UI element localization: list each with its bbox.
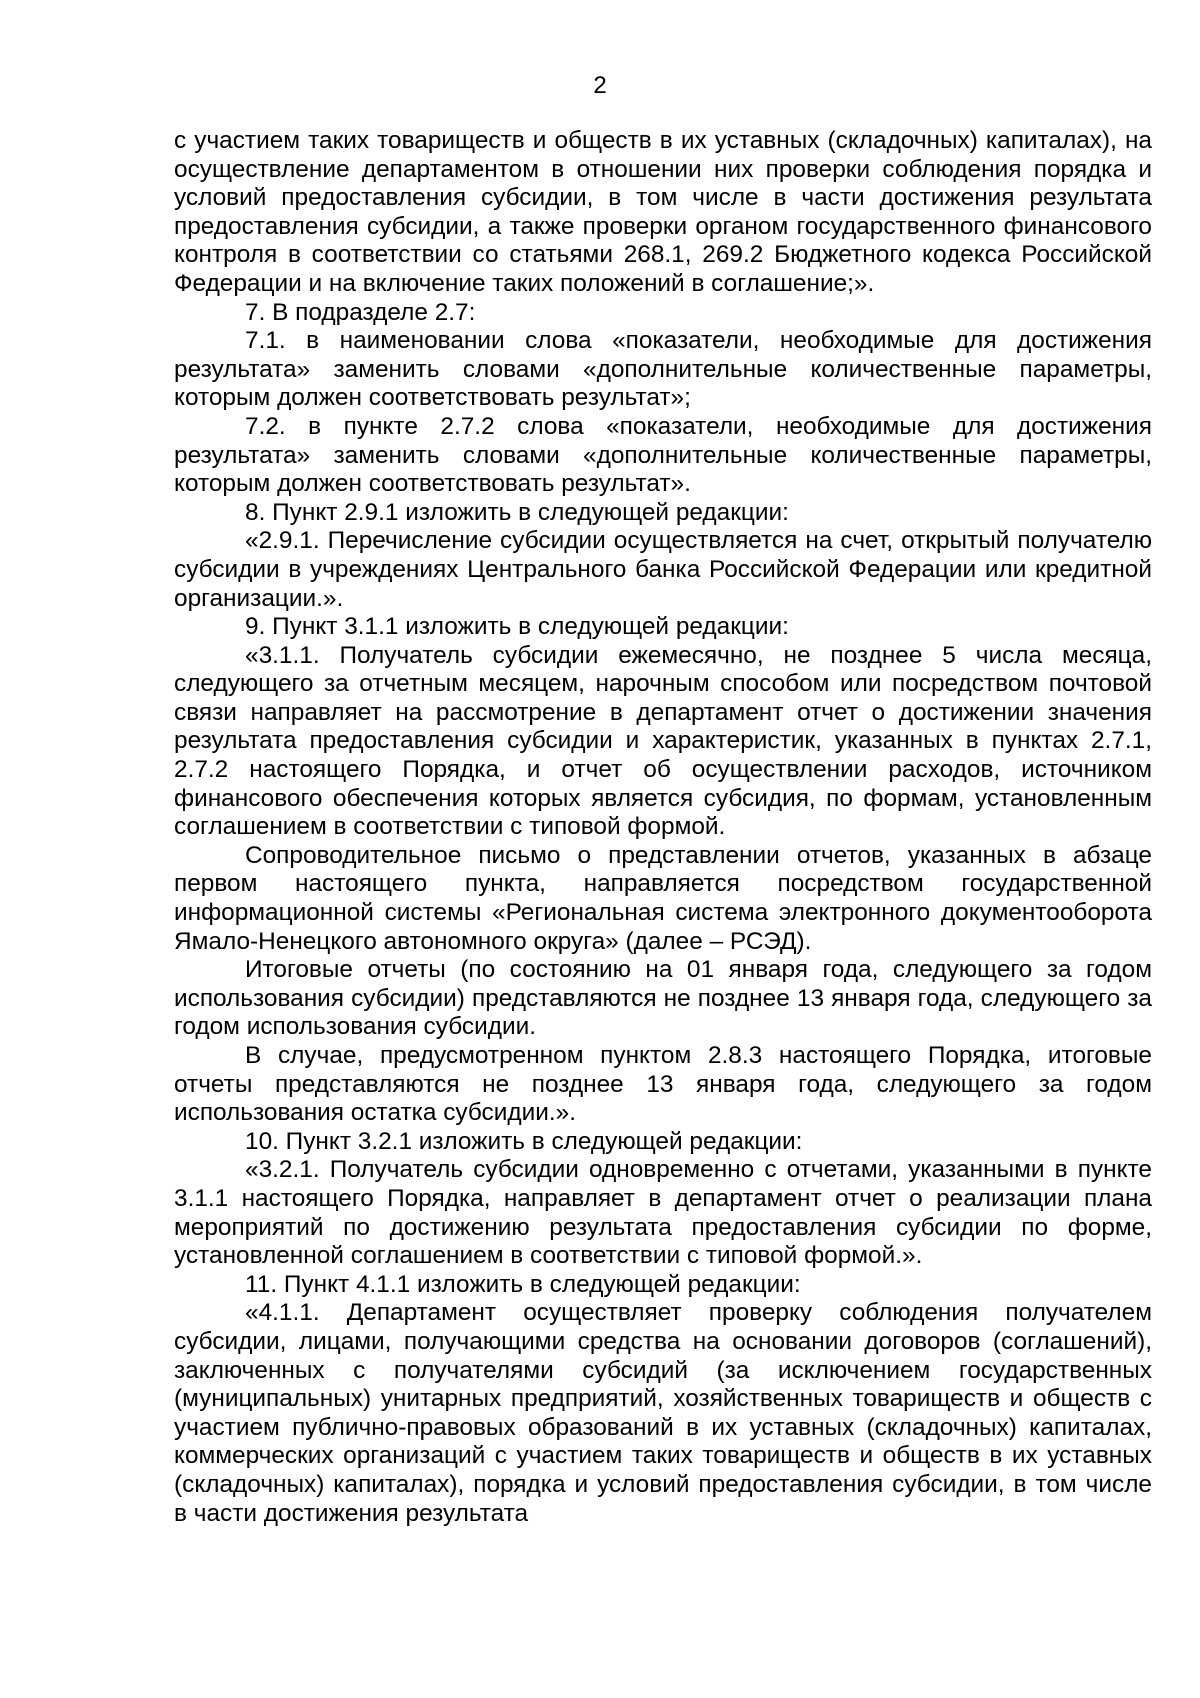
paragraph: 8. Пункт 2.9.1 изложить в следующей редакции: <box>245 498 789 526</box>
paragraph: 9. Пункт 3.1.1 изложить в следующей редакции: <box>245 613 789 641</box>
paragraph: «4.1.1. Департамент осуществляет проверку соблюдения получателем субсидии, лицами, получающими средства на основании договоров (соглашений), заключенных с получателями субсидий (за исключением государственных (муниципальных) унитарных предприятий, хозяйственных товариществ и обществ с участием публично-правовых образований в их уставных (складочных) капиталах, коммерческих организаций с участием таких товариществ и обществ в их уставных (складочных) капиталах), порядка и условий предоставления субсидии, в том числе в части достижения результата <box>174 1299 1152 1527</box>
paragraph: 7.1. в наименовании слова «показатели, необходимые для достижения результата» заменить словами «дополнительные количественные параметры, которым должен соответствовать результат»; <box>174 327 1152 412</box>
paragraph: 11. Пункт 4.1.1 изложить в следующей редакции: <box>245 1270 801 1298</box>
paragraph: 7.2. в пункте 2.7.2 слова «показатели, необходимые для достижения результата» заменить словами «дополнительные количественные параметры, которым должен соответствовать результат». <box>174 412 1152 498</box>
paragraph: Сопроводительное письмо о представлении отчетов, указанных в абзаце первом настоящего пункта, направляется посредством государственной информационной системы «Региональная система электронного документооборота Ямало-Ненецкого автономного округа» (далее – РСЭД). <box>174 841 1152 955</box>
paragraph: 7. В подразделе 2.7: <box>245 298 476 326</box>
paragraph: 10. Пункт 3.2.1 изложить в следующей редакции: <box>245 1127 803 1155</box>
paragraph: Итоговые отчеты (по состоянию на 01 января года, следующего за годом использования субсидии) представляются не позднее 13 января года, следующего за годом использования субсидии. <box>174 956 1152 1041</box>
paragraph: с участием таких товариществ и обществ в их уставных (складочных) капиталах), на осуществление департаментом в отношении них проверки соблюдения порядка и условий предоставления субсидии, в том числе в части достижения результата предоставления субсидии, а также проверки органом государственного финансового контроля в соответствии со статьями 268.1, 269.2 Бюджетного кодекса Российской Федерации и на включение таких положений в соглашение;». <box>174 127 1152 297</box>
paragraph: «3.1.1. Получатель субсидии ежемесячно, не позднее 5 числа месяца, следующего за отчетным месяцем, нарочным способом или посредством почтовой связи направляет на рассмотрение в департамент отчет о достижении значения результата предоставления субсидии и характеристик, указанных в пунктах 2.7.1, 2.7.2 настоящего Порядка, и отчет об осуществлении расходов, источником финансового обеспечения которых является субсидия, по формам, установленным соглашением в соответствии с типовой формой. <box>174 641 1152 841</box>
paragraph: «2.9.1. Перечисление субсидии осуществляется на счет, открытый получателю субсидии в учреждениях Центрального банка Российской Федерации или кредитной организации.». <box>174 527 1152 612</box>
paragraph: «3.2.1. Получатель субсидии одновременно с отчетами, указанными в пункте 3.1.1 настоящего Порядка, направляет в департамент отчет о реализации плана мероприятий по достижению результата предоставления субсидии по форме, установленной соглашением в соответствии с типовой формой.». <box>174 1156 1152 1270</box>
paragraph: В случае, предусмотренном пунктом 2.8.3 настоящего Порядка, итоговые отчеты представляются не позднее 13 января года, следующего за годом использования остатка субсидии.». <box>174 1042 1152 1127</box>
page-number: 2 <box>593 72 607 99</box>
document-body <box>174 127 1152 1528</box>
